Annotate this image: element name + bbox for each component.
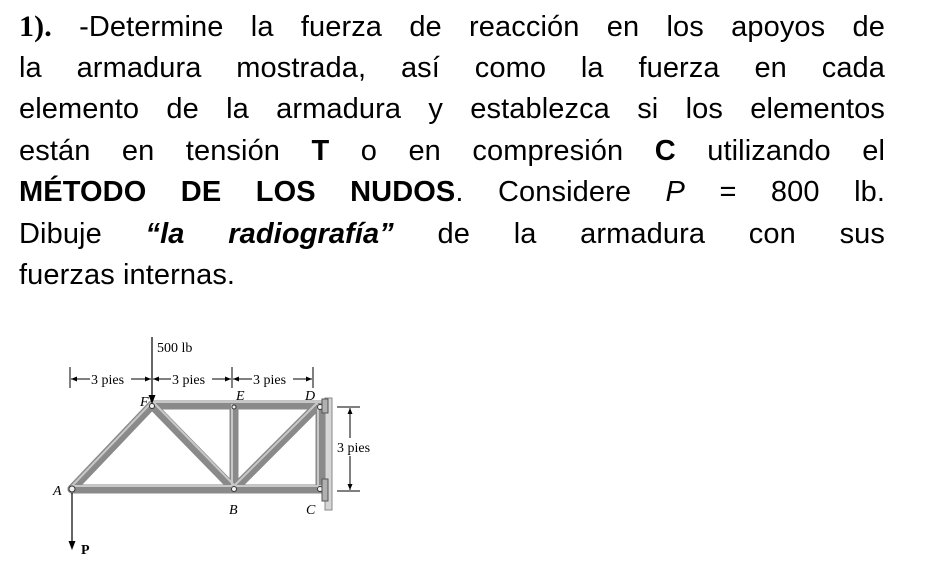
statement-text: utilizando el [675,134,885,167]
load-arrow [149,337,156,404]
force-p-label: P [81,543,90,558]
pin-a [69,486,75,492]
pin-f [150,404,155,409]
node-label-e: E [236,389,245,404]
force-p-arrow [69,493,76,550]
statement-text: -Determine la fuerza de reacción en los apoyos de [51,11,885,43]
dimension-label-1: 3 pies [91,373,125,388]
vertical-dimension-label: 3 pies [337,441,371,456]
statement-text: la armadura mostrada, así como la fuerza en cada [19,51,885,84]
node-label-b: B [229,503,238,518]
problem-number: 1). [19,10,52,43]
statement-text: elemento de la armadura y establezca si los elementos [19,93,885,125]
statement-text: están en tensión [19,134,312,167]
member-bd [234,405,318,489]
node-label-d: D [305,389,316,404]
statement-text: Dibuje [19,217,146,250]
node-label-f: F [140,395,149,410]
member-fb [152,405,234,489]
variable-p: P [665,176,685,208]
tension-symbol: T [311,134,330,167]
dimension-label-3: 3 pies [253,373,287,388]
load-label: 500 lb [157,341,193,356]
statement-text: fuerzas internas. [19,259,236,291]
statement-text: . Considere [455,176,666,208]
statement-text: de la armadura con sus [393,217,885,250]
radiography-phrase: “la radiografía” [145,217,394,250]
compression-symbol: C [654,134,676,167]
node-label-c: C [306,503,316,518]
pin-b [232,487,237,492]
dimension-label-2: 3 pies [172,373,206,388]
statement-text: = 800 lb. [684,176,886,208]
pin-e [232,405,236,409]
member-af [72,405,152,489]
method-name: MÉTODO DE LOS NUDOS [19,176,456,208]
node-label-a: A [53,484,62,499]
statement-text: o en compresión [329,134,655,167]
